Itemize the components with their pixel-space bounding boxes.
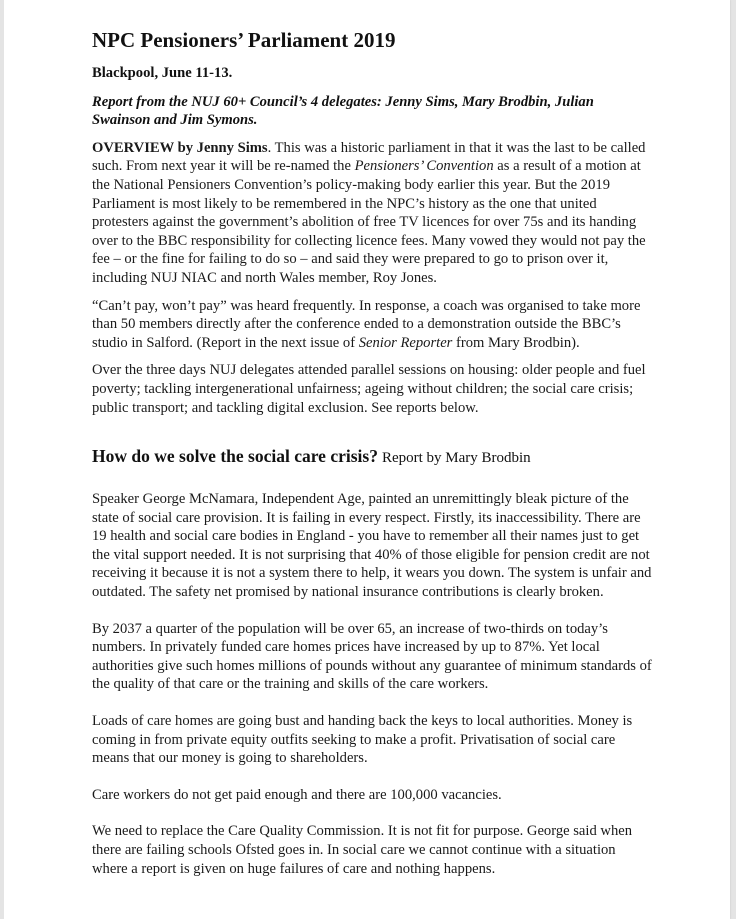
report-paragraph: Care workers do not get paid enough and there are 100,000 vacancies.	[92, 786, 502, 803]
section-heading	[92, 445, 652, 469]
overview-paragraph	[92, 139, 652, 288]
cant-pay-text-2: from Mary Brodbin).	[452, 334, 580, 351]
event-location-dates: Blackpool, June 11-13.	[92, 65, 233, 81]
report-paragraph: By 2037 a quarter of the population will be over 65, an increase of two-thirds on today’s numbers. In privately funded care homes prices have increased by up to 87%. Yet local authorities give such homes millions of pounds without any guarantee of minimum standards of the quality of that care or the training and skills of the care workers.	[92, 620, 652, 693]
overview-lead: OVERVIEW by Jenny Sims	[92, 139, 268, 156]
section-heading-text: How do we solve the social care crisis?	[92, 446, 378, 467]
cant-pay-text-1: “Can’t pay, won’t pay” was heard frequently. In response, a coach was organised to take more than 50 members directly after the conference ended to a demonstration outside the BBC’s studio in Salford. (Report in the next issue of	[92, 297, 641, 351]
report-body	[92, 490, 652, 878]
overview-text-1: . This was a historic parliament in that it was the last to be called such. From next year it will be re-named the	[92, 139, 646, 175]
publication-name: Senior Reporter	[358, 334, 453, 351]
delegates-line: Report from the NUJ 60+ Council’s 4 delegates: Jenny Sims, Mary Brodbin, Julian Swainson and Jim Symons.	[92, 93, 594, 129]
report-paragraph: Loads of care homes are going bust and handing back the keys to local authorities. Money is coming in from private equity outfits seeking to make a profit. Privatisation of social care means that our money is going to shareholders.	[92, 713, 633, 767]
report-paragraph: Speaker George McNamara, Independent Age, painted an unremittingly bleak picture of the state of social care provision. It is failing in every respect. Firstly, its inaccessibility. There are 19 health and social care bodies in England - you have to remember all their names just to get the vital support needed. It is not surprising that 40% of those eligible for pension credit are not receiving it because it is not a system there to help, it wears you down. The system is unfair and outdated. The safety net promised by national insurance contributions is clearly broken.	[92, 491, 652, 601]
overview-text-2: as a result of a motion at the National Pensioners Convention’s policy-making body earlier this year. But the 2019 Parliament is most likely to be remembered in the NPC’s history as the one that united protesters against the government’s abolition of free TV licences for over 75s and its handing over to the BBC responsibility for collecting licence fees. Many vowed they would not pay the fee – or the fine for failing to do so – and said they were prepared to go to prison over it, including NUJ NIAC and north Wales member, Roy Jones.	[92, 158, 646, 286]
cant-pay-paragraph	[92, 297, 652, 353]
document-content	[92, 27, 652, 896]
document-page	[4, 0, 730, 919]
document-title: NPC Pensioners’ Parliament 2019	[92, 28, 396, 52]
report-paragraph: We need to replace the Care Quality Commission. It is not fit for purpose. George said when there are failing schools Ofsted goes in. In social care we cannot continue with a situation where a report is given on huge failures of care and nothing happens.	[92, 823, 633, 877]
sessions-paragraph: Over the three days NUJ delegates attended parallel sessions on housing: older people and fuel poverty; tackling intergenerational unfairness; ageing without children; the social care crisis; public transport; and tackling digital exclusion. See reports below.	[92, 362, 646, 416]
section-byline: Report by Mary Brodbin	[381, 450, 531, 467]
overview-italic-term: Pensioners’ Convention	[354, 158, 494, 175]
